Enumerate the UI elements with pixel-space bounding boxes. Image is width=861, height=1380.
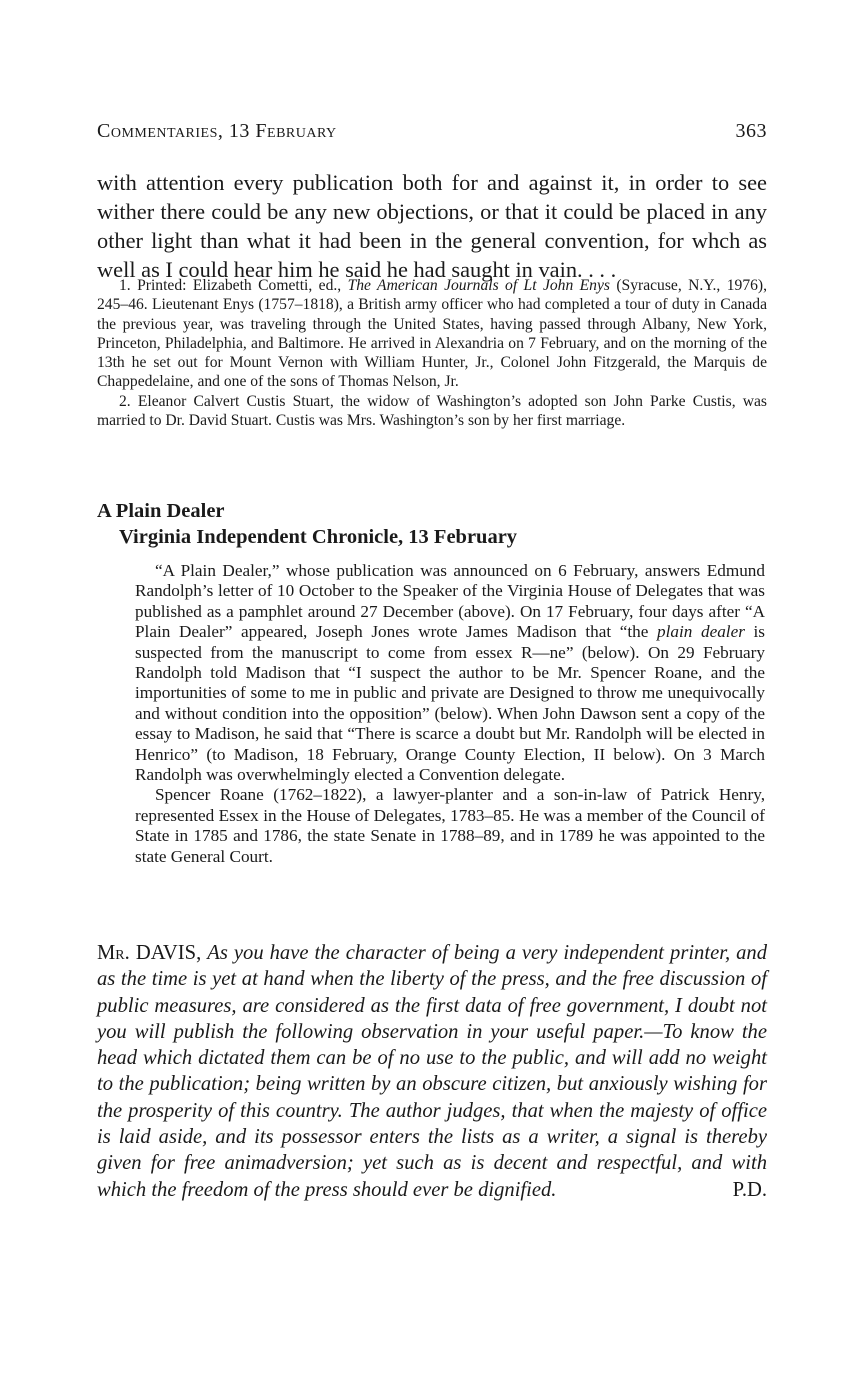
running-title: Commentaries, 13 February — [97, 120, 337, 142]
letter-body: As you have the character of being a very independent printer, and as the time is yet at hand when the liberty of the press, and the free discussion of public measures, are considered as the first data of free government, I doubt not you will publish the following observation in your useful paper.—To know the head which dictated them can be of no use to the public, and will add no weight to the publication; being written by an obscure citizen, but anxiously wishing for the prosperity of this country. The author judges, that when the majesty of office is laid aside, and its possessor enters the lists as a writer, a signal is thereby given for free animadversion; yet such as is decent and respectful, and with which the freedom of the press should ever be dignified. — [97, 942, 768, 1201]
intro-paragraph-1 — [135, 561, 765, 785]
intro-p1-text-a: “A Plain Dealer,” whose publication was announced on 6 February, answers Edmund Randolph’s letter of 10 October to the Speaker of the Virginia House of Delegates that was published as a pamphlet around 27 December (above). On 17 February, four days after “A Plain Dealer” appeared, Joseph Jones wrote James Madison that “the — [135, 561, 765, 642]
section-heading — [97, 498, 767, 550]
intro-p1-italic: plain dealer — [657, 622, 745, 642]
letter-text — [97, 940, 767, 1203]
page-number: 363 — [735, 120, 767, 142]
intro-paragraph-2: Spencer Roane (1762–1822), a lawyer-planter and a son-in-law of Patrick Henry, represented Essex in the House of Delegates, 1783–85. He was a member of the Council of State in 1785 and 1786, the state Senate in 1788–89, and in 1789 he was appointed to the state General Court. — [135, 785, 765, 866]
footnote-1-text-a: 1. Printed: Elizabeth Cometti, ed., — [119, 277, 348, 294]
footnotes — [97, 276, 767, 430]
footnote-1 — [97, 276, 767, 392]
letter-salutation: Mr. DAVIS, — [97, 942, 208, 964]
section-title: A Plain Dealer — [97, 500, 225, 522]
intro-p1-text-b: is suspected from the manuscript to come from essex R—ne” (below). On 29 February Randolph told Madison that “I suspect the author to be Mr. Spencer Roane, and the importunities of some to me in public and private are Designed to throw me unequivocally and without condition into the opposition” (below). When John Dawson sent a copy of the essay to Madison, he said that “There is scarce a doubt but Mr. Randolph will be elected in Henrico” (to Madison, 18 February, Orange County Election, II below). On 3 March Randolph was overwhelmingly elected a Convention delegate. — [135, 622, 765, 785]
running-header — [97, 120, 767, 143]
footnote-1-book-title: The American Journals of Lt John Enys — [347, 277, 610, 294]
editorial-introduction — [135, 561, 765, 867]
body-text-continuation: with attention every publication both for and against it, in order to see wither there could be any new objections, or that it could be placed in any other light than what it had been in the general convention, for whch as well as I could hear him he said he had saught in vain. . . . — [97, 170, 767, 282]
footnote-2: 2. Eleanor Calvert Custis Stuart, the widow of Washington’s adopted son John Parke Custis, was married to Dr. David Stuart. Custis was Mrs. Washington’s son by her first marriage. — [97, 392, 767, 430]
footnote-1-text-b: (Syracuse, N.Y., 1976), 245–46. Lieutenant Enys (1757–1818), a British army officer who had completed a tour of duty in Canada the previous year, was traveling through the United States, having passed through Albany, New York, Princeton, Philadelphia, and Baltimore. He arrived in Alexandria on 7 February, and on the morning of the 13th he set out for Mount Vernon with William Hunter, Jr., Colonel John Fitzgerald, the Marquis de Chappedelaine, and one of the sons of Thomas Nelson, Jr. — [97, 277, 767, 391]
section-subtitle: Virginia Independent Chronicle, 13 February — [119, 526, 518, 548]
letter-signature: P.D. — [732, 1178, 767, 1201]
